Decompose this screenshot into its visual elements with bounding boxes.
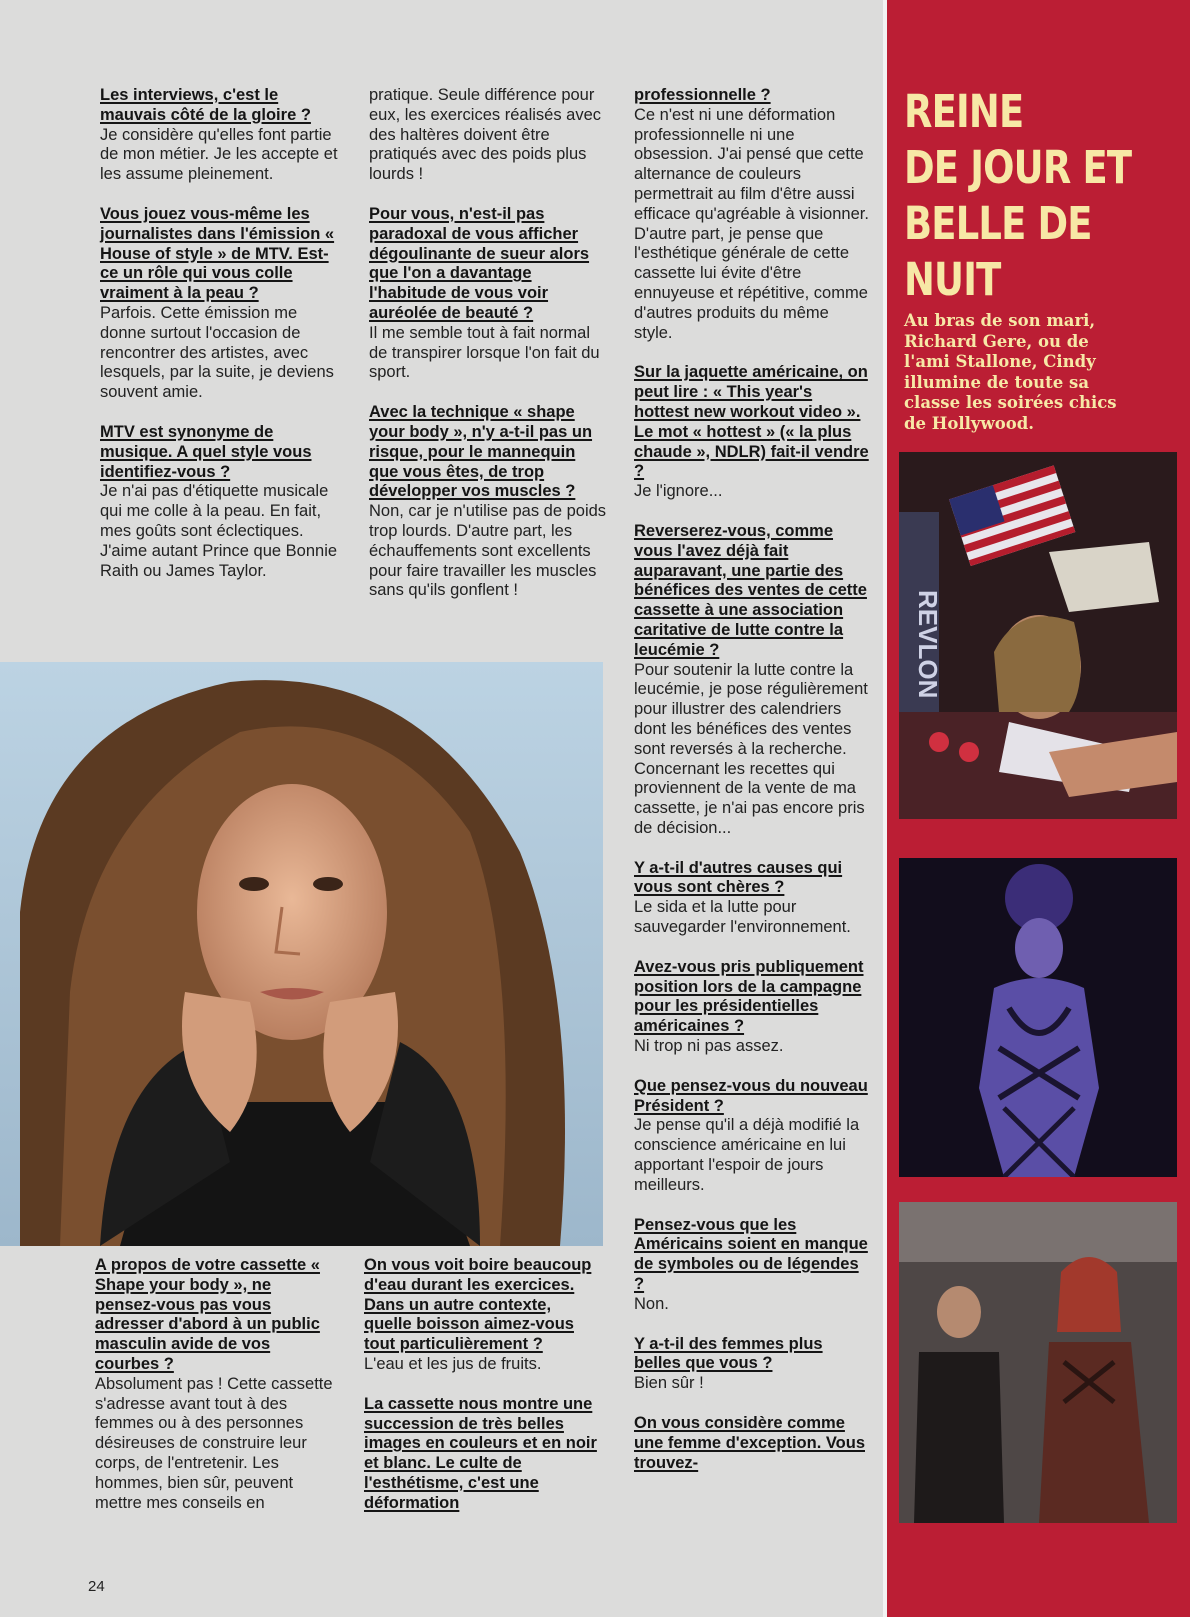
sidebar-photo-flag-crowd — [899, 452, 1177, 819]
interview-answer: Pour soutenir la lutte contre la leucémie, je pose régulièrement pour illustrer des calendriers dont les bénéfices des ventes sont reversés à la recherche. Concernant les recettes qui proviennent de la vente de ma cassette, je n'ai pas encore pris de décision... — [634, 660, 868, 837]
interview-answer: Le sida et la lutte pour sauvegarder l'environnement. — [634, 898, 851, 937]
headline-line: NUIT — [904, 253, 1001, 306]
interview-block — [369, 86, 607, 185]
interview-block — [100, 205, 338, 403]
sidebar-caption: Au bras de son mari, Richard Gere, ou de l'ami Stallone, Cindy illumine de toute sa classe les soirées chics de Hollywood. — [904, 311, 1117, 433]
interview-question: A propos de votre cassette « Shape your body », ne pensez-vous pas vous adresser d'abord à un public masculin avide de vos courbes ? — [95, 1256, 320, 1373]
interview-question: Avec la technique « shape your body », n'y a-t-il pas un risque, pour le mannequin que vous êtes, de trop développer vos muscles ? — [369, 403, 593, 501]
interview-answer: Il me semble tout à fait normal de transpirer lorsque l'on fait du sport. — [369, 323, 600, 382]
interview-question: Y a-t-il d'autres causes qui vous sont chères ? — [634, 858, 843, 897]
interview-question: Pensez-vous que les Américains soient en manque de symboles ou de légendes ? — [634, 1215, 868, 1294]
page-number: 24 — [88, 1578, 105, 1595]
interview-block — [634, 1077, 870, 1196]
interview-question: Sur la jaquette américaine, on peut lire : « This year's hottest new workout video ». Le mot « hottest » (« la plus chaude », NDLR) fait-il vendre ? — [634, 363, 869, 481]
interview-block — [634, 859, 870, 938]
interview-block — [100, 86, 338, 185]
interview-question: Pour vous, n'est-il pas paradoxal de vous afficher dégoulinante de sueur alors que l'on a davantage l'habitude de vous voir auréolée de beauté ? — [369, 204, 590, 322]
revlon-sign-text: REVLON — [913, 590, 943, 699]
interview-answer: Non, car je n'utilise pas de poids trop lourds. D'autre part, les échauffements sont excellents pour faire travailler les muscles sans qu'ils gonflent ! — [369, 502, 607, 600]
interview-block — [95, 1256, 333, 1513]
interview-block — [634, 1216, 870, 1315]
interview-block — [364, 1256, 602, 1375]
sidebar-photo-runway — [899, 858, 1177, 1177]
interview-question: Avez-vous pris publiquement position lors de la campagne pour les présidentielles américaines ? — [634, 957, 864, 1036]
interview-block — [634, 522, 870, 839]
text-column-1 — [100, 86, 338, 601]
interview-answer: Ce n'est ni une déformation professionnelle ni une obsession. J'ai pensé que cette alternance de couleurs permettrait au film d'être aussi efficace qu'agréable à visionner. D'autre part, je pense que l'esthétique générale de cette cassette lui évite d'être ennuyeuse et répétitive, comme d'autres produits du même style. — [634, 105, 869, 342]
interview-question: Reverserez-vous, comme vous l'avez déjà fait auparavant, une partie des bénéfices des ventes de cette cassette à une association caritative de lutte contre la leucémie ? — [634, 521, 867, 659]
interview-answer: pratique. Seule différence pour eux, les exercices réalisés avec des haltères doivent être pratiqués avec des poids plus lourds ! — [369, 86, 602, 184]
headline-line: BELLE DE — [904, 197, 1092, 250]
interview-block — [634, 958, 870, 1057]
text-column-3 — [634, 86, 870, 1493]
portrait-photo — [0, 662, 603, 1246]
interview-question: On vous voit boire beaucoup d'eau durant les exercices. Dans un autre contexte, quelle boisson aimez-vous tout particulièrement ? — [364, 1256, 592, 1354]
interview-question: Vous jouez vous-même les journalistes dans l'émission « House of style » de MTV. Est-ce un rôle qui vous colle vraiment à la peau ? — [100, 204, 335, 303]
interview-block — [369, 205, 607, 383]
headline-line: DE JOUR ET — [904, 141, 1132, 194]
interview-answer: Je considère qu'elles font partie de mon métier. Je les accepte et les assume pleinement. — [100, 125, 338, 184]
interview-question: On vous considère comme une femme d'exception. Vous trouvez- — [634, 1414, 865, 1472]
interview-question: Que pensez-vous du nouveau Président ? — [634, 1076, 868, 1115]
interview-answer: Non. — [634, 1294, 669, 1313]
interview-question: La cassette nous montre une succession de très belles images en couleurs et en noir et blanc. Le culte de l'esthétisme, c'est une déformation — [364, 1394, 597, 1512]
headline-line: REINE — [904, 85, 1024, 138]
interview-block — [369, 403, 607, 601]
interview-question: Les interviews, c'est le mauvais côté de la gloire ? — [100, 86, 311, 124]
interview-answer: Je pense qu'il a déjà modifié la conscience américaine en lui apportant l'espoir de jours meilleurs. — [634, 1116, 860, 1194]
interview-block — [364, 1395, 602, 1514]
interview-block — [634, 363, 870, 502]
sidebar-headline — [904, 84, 1134, 308]
interview-answer: Ni trop ni pas assez. — [634, 1037, 784, 1056]
interview-question: professionnelle ? — [634, 86, 771, 104]
interview-question: Y a-t-il des femmes plus belles que vous ? — [634, 1334, 823, 1373]
interview-answer: Je n'ai pas d'étiquette musicale qui me colle à la peau. En fait, mes goûts sont éclectiques. J'aime autant Prince que Bonnie Raith ou James Taylor. — [100, 482, 338, 580]
interview-question: MTV est synonyme de musique. A quel style vous identifiez-vous ? — [100, 422, 312, 481]
interview-block — [100, 423, 338, 581]
text-column-5 — [364, 1256, 602, 1534]
interview-answer: Je l'ignore... — [634, 482, 723, 501]
interview-answer: L'eau et les jus de fruits. — [364, 1354, 542, 1373]
interview-answer: Absolument pas ! Cette cassette s'adresse avant tout à des femmes ou à des personnes désireuses de construire leur corps, de l'entretenir. Les hommes, bien sûr, peuvent mettre mes conseils en — [95, 1374, 333, 1512]
text-column-2 — [369, 86, 607, 621]
interview-block — [634, 1414, 870, 1473]
text-column-4 — [95, 1256, 333, 1533]
interview-answer: Bien sûr ! — [634, 1374, 704, 1393]
interview-block — [634, 86, 870, 343]
interview-block — [634, 1335, 870, 1394]
sidebar-photo-event — [899, 1202, 1177, 1523]
interview-answer: Parfois. Cette émission me donne surtout l'occasion de rencontrer des artistes, avec lesquels, par la suite, je deviens souvent amie. — [100, 303, 334, 402]
